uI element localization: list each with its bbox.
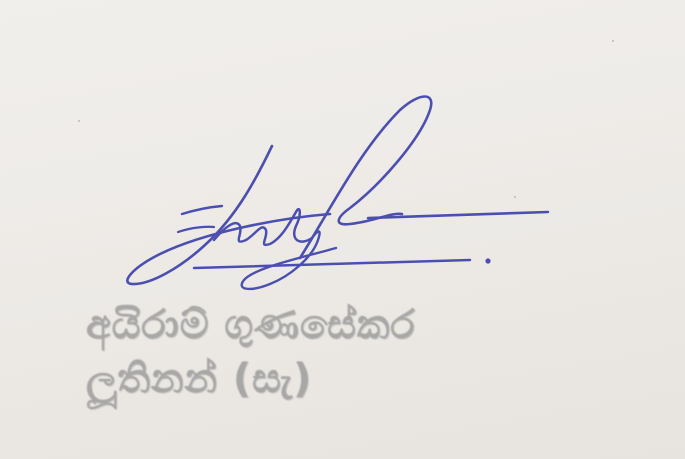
stamp-name-line: අයිරාම් ගුණසේකර bbox=[86, 302, 416, 348]
paper-speck bbox=[612, 40, 614, 42]
paper-speck bbox=[514, 196, 516, 198]
stamp-title-line: ලූතිනන් (සැ) bbox=[86, 356, 313, 402]
name-stamp bbox=[86, 300, 506, 404]
paper-speck bbox=[78, 120, 80, 122]
